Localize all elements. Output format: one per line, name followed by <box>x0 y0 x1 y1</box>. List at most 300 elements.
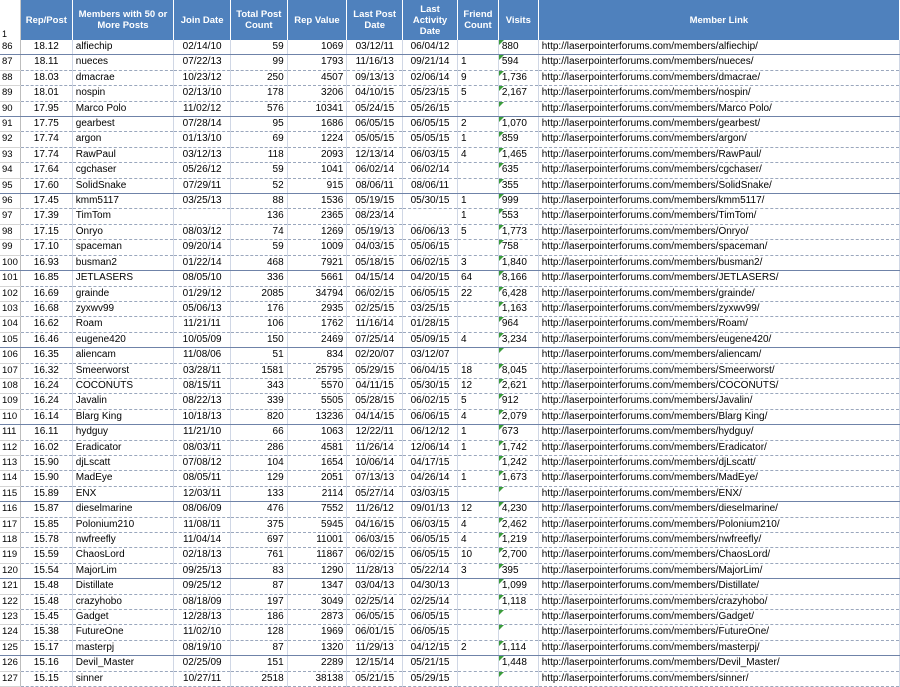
last-activity-date-cell[interactable]: 05/21/15 <box>403 656 458 671</box>
rep-post-cell[interactable]: 16.62 <box>20 317 72 332</box>
post-count-cell[interactable]: 1581 <box>231 363 288 378</box>
last-post-date-cell[interactable]: 11/16/13 <box>347 55 403 70</box>
friend-count-cell[interactable]: 4 <box>457 332 498 347</box>
member-name-cell[interactable]: Polonium210 <box>72 517 173 532</box>
row-number-cell[interactable]: 108 <box>0 378 20 393</box>
post-count-cell[interactable]: 136 <box>231 209 288 224</box>
col-header-member-link[interactable]: Member Link <box>538 0 899 40</box>
post-count-cell[interactable]: 197 <box>231 594 288 609</box>
last-activity-date-cell[interactable]: 06/03/15 <box>403 147 458 162</box>
last-post-date-cell[interactable]: 09/13/13 <box>347 70 403 85</box>
last-post-date-cell[interactable]: 05/24/15 <box>347 101 403 116</box>
last-post-date-cell[interactable]: 11/16/14 <box>347 317 403 332</box>
member-link-cell[interactable]: http://laserpointerforums.com/members/hydguy/ <box>538 425 899 440</box>
post-count-cell[interactable]: 2518 <box>231 671 288 686</box>
visits-cell[interactable]: 2,462 <box>498 517 538 532</box>
table-row[interactable] <box>0 255 900 270</box>
row-number-cell[interactable]: 89 <box>0 86 20 101</box>
table-row[interactable] <box>0 348 900 363</box>
rep-value-cell[interactable]: 1009 <box>287 240 347 255</box>
visits-cell[interactable]: 1,114 <box>498 640 538 655</box>
rep-post-cell[interactable]: 15.48 <box>20 579 72 594</box>
col-header-member[interactable]: Members with 50 or More Posts <box>72 0 173 40</box>
table-row[interactable] <box>0 640 900 655</box>
last-activity-date-cell[interactable]: 06/02/14 <box>403 163 458 178</box>
visits-cell[interactable]: 355 <box>498 178 538 193</box>
rep-value-cell[interactable]: 2365 <box>287 209 347 224</box>
rep-value-cell[interactable]: 1793 <box>287 55 347 70</box>
rep-post-cell[interactable]: 15.54 <box>20 563 72 578</box>
last-activity-date-cell[interactable]: 06/06/15 <box>403 409 458 424</box>
table-row[interactable] <box>0 332 900 347</box>
rep-post-cell[interactable]: 18.11 <box>20 55 72 70</box>
post-count-cell[interactable]: 375 <box>231 517 288 532</box>
table-row[interactable] <box>0 610 900 625</box>
visits-cell[interactable]: 4,230 <box>498 502 538 517</box>
row-number-cell[interactable]: 93 <box>0 147 20 162</box>
member-name-cell[interactable]: busman2 <box>72 255 173 270</box>
row-number-cell[interactable]: 102 <box>0 286 20 301</box>
member-link-cell[interactable]: http://laserpointerforums.com/members/SolidSnake/ <box>538 178 899 193</box>
last-post-date-cell[interactable]: 06/02/15 <box>347 286 403 301</box>
rep-post-cell[interactable]: 17.10 <box>20 240 72 255</box>
member-name-cell[interactable]: nwfreefly <box>72 533 173 548</box>
last-post-date-cell[interactable]: 04/11/15 <box>347 378 403 393</box>
last-activity-date-cell[interactable]: 05/22/14 <box>403 563 458 578</box>
last-post-date-cell[interactable]: 08/06/11 <box>347 178 403 193</box>
member-link-cell[interactable]: http://laserpointerforums.com/members/COCONUTS/ <box>538 378 899 393</box>
row-number-cell[interactable]: 100 <box>0 255 20 270</box>
table-row[interactable] <box>0 517 900 532</box>
last-activity-date-cell[interactable]: 05/30/15 <box>403 194 458 209</box>
rep-post-cell[interactable]: 16.35 <box>20 348 72 363</box>
col-header-last-post[interactable]: Last Post Date <box>347 0 403 40</box>
friend-count-cell[interactable] <box>457 486 498 501</box>
member-name-cell[interactable]: alfiechip <box>72 40 173 55</box>
member-link-cell[interactable]: http://laserpointerforums.com/members/nospin/ <box>538 86 899 101</box>
member-name-cell[interactable]: djLscatt <box>72 455 173 470</box>
col-header-visits[interactable]: Visits <box>498 0 538 40</box>
post-count-cell[interactable]: 250 <box>231 70 288 85</box>
member-link-cell[interactable]: http://laserpointerforums.com/members/sinner/ <box>538 671 899 686</box>
visits-cell[interactable]: 1,448 <box>498 656 538 671</box>
post-count-cell[interactable]: 150 <box>231 332 288 347</box>
rep-value-cell[interactable]: 2935 <box>287 301 347 316</box>
last-activity-date-cell[interactable] <box>403 209 458 224</box>
member-link-cell[interactable]: http://laserpointerforums.com/members/aliencam/ <box>538 348 899 363</box>
last-post-date-cell[interactable]: 11/26/12 <box>347 502 403 517</box>
join-date-cell[interactable]: 11/21/10 <box>174 425 231 440</box>
table-row[interactable] <box>0 425 900 440</box>
join-date-cell[interactable]: 07/29/11 <box>174 178 231 193</box>
visits-cell[interactable]: 880 <box>498 40 538 55</box>
table-row[interactable] <box>0 117 900 132</box>
member-name-cell[interactable]: dieselmarine <box>72 502 173 517</box>
row-number-cell[interactable]: 86 <box>0 40 20 55</box>
last-post-date-cell[interactable]: 06/05/15 <box>347 610 403 625</box>
member-name-cell[interactable]: nueces <box>72 55 173 70</box>
friend-count-cell[interactable] <box>457 348 498 363</box>
post-count-cell[interactable]: 99 <box>231 55 288 70</box>
join-date-cell[interactable]: 02/14/10 <box>174 40 231 55</box>
row-number-cell[interactable]: 97 <box>0 209 20 224</box>
table-row[interactable] <box>0 502 900 517</box>
col-header-post-count[interactable]: Total Post Count <box>231 0 288 40</box>
last-post-date-cell[interactable]: 05/28/15 <box>347 394 403 409</box>
last-post-date-cell[interactable]: 06/03/15 <box>347 533 403 548</box>
friend-count-cell[interactable] <box>457 101 498 116</box>
post-count-cell[interactable]: 74 <box>231 224 288 239</box>
last-activity-date-cell[interactable]: 03/25/15 <box>403 301 458 316</box>
rep-post-cell[interactable]: 16.85 <box>20 271 72 286</box>
post-count-cell[interactable]: 339 <box>231 394 288 409</box>
visits-cell[interactable]: 1,099 <box>498 579 538 594</box>
table-row[interactable] <box>0 147 900 162</box>
visits-cell[interactable]: 2,621 <box>498 378 538 393</box>
join-date-cell[interactable]: 11/02/10 <box>174 625 231 640</box>
friend-count-cell[interactable]: 10 <box>457 548 498 563</box>
table-row[interactable] <box>0 178 900 193</box>
friend-count-cell[interactable] <box>457 178 498 193</box>
last-activity-date-cell[interactable]: 02/06/14 <box>403 70 458 85</box>
member-link-cell[interactable]: http://laserpointerforums.com/members/argon/ <box>538 132 899 147</box>
row-number-cell[interactable]: 98 <box>0 224 20 239</box>
last-post-date-cell[interactable]: 05/29/15 <box>347 363 403 378</box>
post-count-cell[interactable]: 87 <box>231 640 288 655</box>
member-link-cell[interactable]: http://laserpointerforums.com/members/masterpj/ <box>538 640 899 655</box>
visits-cell[interactable] <box>498 101 538 116</box>
rep-value-cell[interactable]: 2873 <box>287 610 347 625</box>
rep-value-cell[interactable]: 3206 <box>287 86 347 101</box>
visits-cell[interactable] <box>498 348 538 363</box>
post-count-cell[interactable]: 476 <box>231 502 288 517</box>
post-count-cell[interactable]: 104 <box>231 455 288 470</box>
post-count-cell[interactable]: 133 <box>231 486 288 501</box>
row-number-cell[interactable]: 111 <box>0 425 20 440</box>
join-date-cell[interactable]: 08/19/10 <box>174 640 231 655</box>
friend-count-cell[interactable]: 2 <box>457 117 498 132</box>
visits-cell[interactable]: 964 <box>498 317 538 332</box>
member-link-cell[interactable]: http://laserpointerforums.com/members/ENX/ <box>538 486 899 501</box>
visits-cell[interactable]: 1,773 <box>498 224 538 239</box>
member-name-cell[interactable]: spaceman <box>72 240 173 255</box>
rep-post-cell[interactable]: 15.87 <box>20 502 72 517</box>
post-count-cell[interactable]: 118 <box>231 147 288 162</box>
rep-value-cell[interactable]: 1290 <box>287 563 347 578</box>
table-row[interactable] <box>0 625 900 640</box>
join-date-cell[interactable]: 02/13/10 <box>174 86 231 101</box>
visits-cell[interactable]: 3,234 <box>498 332 538 347</box>
member-link-cell[interactable]: http://laserpointerforums.com/members/MadEye/ <box>538 471 899 486</box>
join-date-cell[interactable]: 01/13/10 <box>174 132 231 147</box>
table-row[interactable] <box>0 378 900 393</box>
last-post-date-cell[interactable]: 05/19/13 <box>347 224 403 239</box>
table-row[interactable] <box>0 271 900 286</box>
friend-count-cell[interactable]: 4 <box>457 147 498 162</box>
friend-count-cell[interactable]: 1 <box>457 425 498 440</box>
rep-value-cell[interactable]: 34794 <box>287 286 347 301</box>
visits-cell[interactable]: 912 <box>498 394 538 409</box>
post-count-cell[interactable]: 151 <box>231 656 288 671</box>
rep-post-cell[interactable]: 16.69 <box>20 286 72 301</box>
post-count-cell[interactable]: 87 <box>231 579 288 594</box>
table-row[interactable] <box>0 70 900 85</box>
table-row[interactable] <box>0 40 900 55</box>
member-name-cell[interactable]: MadEye <box>72 471 173 486</box>
member-link-cell[interactable]: http://laserpointerforums.com/members/Eradicator/ <box>538 440 899 455</box>
last-activity-date-cell[interactable]: 05/26/15 <box>403 101 458 116</box>
visits-cell[interactable]: 6,428 <box>498 286 538 301</box>
friend-count-cell[interactable] <box>457 40 498 55</box>
join-date-cell[interactable]: 03/12/13 <box>174 147 231 162</box>
rep-value-cell[interactable]: 5945 <box>287 517 347 532</box>
table-row[interactable] <box>0 440 900 455</box>
visits-cell[interactable] <box>498 486 538 501</box>
member-name-cell[interactable]: Eradicator <box>72 440 173 455</box>
friend-count-cell[interactable] <box>457 671 498 686</box>
join-date-cell[interactable]: 01/22/14 <box>174 255 231 270</box>
row-number-cell[interactable]: 127 <box>0 671 20 686</box>
member-name-cell[interactable]: TimTom <box>72 209 173 224</box>
row-number-cell[interactable]: 107 <box>0 363 20 378</box>
last-activity-date-cell[interactable]: 06/02/15 <box>403 394 458 409</box>
last-activity-date-cell[interactable]: 03/12/07 <box>403 348 458 363</box>
friend-count-cell[interactable]: 1 <box>457 471 498 486</box>
last-activity-date-cell[interactable]: 01/28/15 <box>403 317 458 332</box>
rep-value-cell[interactable]: 2093 <box>287 147 347 162</box>
member-name-cell[interactable]: RawPaul <box>72 147 173 162</box>
table-row[interactable] <box>0 194 900 209</box>
member-link-cell[interactable]: http://laserpointerforums.com/members/cgchaser/ <box>538 163 899 178</box>
join-date-cell[interactable]: 05/06/13 <box>174 301 231 316</box>
table-row[interactable] <box>0 455 900 470</box>
visits-cell[interactable]: 395 <box>498 563 538 578</box>
last-activity-date-cell[interactable]: 04/20/15 <box>403 271 458 286</box>
member-name-cell[interactable]: Devil_Master <box>72 656 173 671</box>
friend-count-cell[interactable]: 2 <box>457 640 498 655</box>
rep-value-cell[interactable]: 1536 <box>287 194 347 209</box>
member-name-cell[interactable]: Distillate <box>72 579 173 594</box>
last-activity-date-cell[interactable]: 12/06/14 <box>403 440 458 455</box>
friend-count-cell[interactable]: 5 <box>457 394 498 409</box>
member-link-cell[interactable]: http://laserpointerforums.com/members/zyxwv99/ <box>538 301 899 316</box>
join-date-cell[interactable]: 12/03/11 <box>174 486 231 501</box>
last-post-date-cell[interactable]: 03/12/11 <box>347 40 403 55</box>
table-row[interactable] <box>0 286 900 301</box>
table-row[interactable] <box>0 301 900 316</box>
visits-cell[interactable]: 594 <box>498 55 538 70</box>
post-count-cell[interactable]: 66 <box>231 425 288 440</box>
rep-value-cell[interactable]: 5661 <box>287 271 347 286</box>
member-name-cell[interactable]: COCONUTS <box>72 378 173 393</box>
friend-count-cell[interactable]: 1 <box>457 55 498 70</box>
rep-value-cell[interactable]: 4507 <box>287 70 347 85</box>
row-number-cell[interactable]: 126 <box>0 656 20 671</box>
last-post-date-cell[interactable]: 12/13/14 <box>347 147 403 162</box>
member-name-cell[interactable]: Onryo <box>72 224 173 239</box>
last-activity-date-cell[interactable]: 06/06/13 <box>403 224 458 239</box>
member-name-cell[interactable]: nospin <box>72 86 173 101</box>
rep-value-cell[interactable]: 11867 <box>287 548 347 563</box>
rep-post-cell[interactable]: 16.14 <box>20 409 72 424</box>
friend-count-cell[interactable] <box>457 240 498 255</box>
last-post-date-cell[interactable]: 05/27/14 <box>347 486 403 501</box>
rep-value-cell[interactable]: 915 <box>287 178 347 193</box>
table-row[interactable] <box>0 563 900 578</box>
join-date-cell[interactable]: 02/18/13 <box>174 548 231 563</box>
last-activity-date-cell[interactable]: 06/12/12 <box>403 425 458 440</box>
friend-count-cell[interactable]: 9 <box>457 70 498 85</box>
join-date-cell[interactable]: 08/18/09 <box>174 594 231 609</box>
member-name-cell[interactable]: Marco Polo <box>72 101 173 116</box>
last-post-date-cell[interactable]: 04/03/15 <box>347 240 403 255</box>
row-number-header[interactable]: 1 <box>0 0 20 40</box>
post-count-cell[interactable]: 59 <box>231 163 288 178</box>
join-date-cell[interactable]: 03/25/13 <box>174 194 231 209</box>
rep-value-cell[interactable]: 7921 <box>287 255 347 270</box>
friend-count-cell[interactable] <box>457 455 498 470</box>
row-number-cell[interactable]: 122 <box>0 594 20 609</box>
row-number-cell[interactable]: 116 <box>0 502 20 517</box>
member-name-cell[interactable]: hydguy <box>72 425 173 440</box>
member-link-cell[interactable]: http://laserpointerforums.com/members/RawPaul/ <box>538 147 899 162</box>
post-count-cell[interactable]: 59 <box>231 40 288 55</box>
rep-post-cell[interactable]: 15.78 <box>20 533 72 548</box>
member-name-cell[interactable]: crazyhobo <box>72 594 173 609</box>
member-name-cell[interactable]: kmm5117 <box>72 194 173 209</box>
last-activity-date-cell[interactable]: 06/03/15 <box>403 517 458 532</box>
member-name-cell[interactable]: ENX <box>72 486 173 501</box>
last-post-date-cell[interactable]: 03/04/13 <box>347 579 403 594</box>
col-header-rep-post[interactable]: Rep/Post <box>20 0 72 40</box>
post-count-cell[interactable]: 52 <box>231 178 288 193</box>
post-count-cell[interactable]: 176 <box>231 301 288 316</box>
last-activity-date-cell[interactable]: 06/05/15 <box>403 548 458 563</box>
last-activity-date-cell[interactable]: 05/23/15 <box>403 86 458 101</box>
table-row[interactable] <box>0 86 900 101</box>
last-post-date-cell[interactable]: 12/22/11 <box>347 425 403 440</box>
rep-value-cell[interactable]: 4581 <box>287 440 347 455</box>
join-date-cell[interactable]: 05/26/12 <box>174 163 231 178</box>
member-name-cell[interactable]: Smeerworst <box>72 363 173 378</box>
join-date-cell[interactable]: 08/03/11 <box>174 440 231 455</box>
friend-count-cell[interactable]: 4 <box>457 409 498 424</box>
table-row[interactable] <box>0 132 900 147</box>
member-link-cell[interactable]: http://laserpointerforums.com/members/Gadget/ <box>538 610 899 625</box>
last-activity-date-cell[interactable]: 05/05/15 <box>403 132 458 147</box>
row-number-cell[interactable]: 91 <box>0 117 20 132</box>
rep-post-cell[interactable]: 15.48 <box>20 594 72 609</box>
friend-count-cell[interactable] <box>457 594 498 609</box>
member-link-cell[interactable]: http://laserpointerforums.com/members/nueces/ <box>538 55 899 70</box>
table-row[interactable] <box>0 409 900 424</box>
rep-value-cell[interactable]: 1041 <box>287 163 347 178</box>
member-link-cell[interactable]: http://laserpointerforums.com/members/Smeerworst/ <box>538 363 899 378</box>
last-activity-date-cell[interactable]: 06/05/15 <box>403 610 458 625</box>
row-number-cell[interactable]: 115 <box>0 486 20 501</box>
rep-value-cell[interactable]: 2051 <box>287 471 347 486</box>
table-row[interactable] <box>0 163 900 178</box>
last-activity-date-cell[interactable]: 06/02/15 <box>403 255 458 270</box>
member-name-cell[interactable]: Gadget <box>72 610 173 625</box>
post-count-cell[interactable]: 129 <box>231 471 288 486</box>
visits-cell[interactable]: 635 <box>498 163 538 178</box>
join-date-cell[interactable]: 10/23/12 <box>174 70 231 85</box>
row-number-cell[interactable]: 114 <box>0 471 20 486</box>
rep-value-cell[interactable]: 10341 <box>287 101 347 116</box>
rep-post-cell[interactable]: 15.15 <box>20 671 72 686</box>
member-link-cell[interactable]: http://laserpointerforums.com/members/Onryo/ <box>538 224 899 239</box>
friend-count-cell[interactable]: 5 <box>457 224 498 239</box>
last-post-date-cell[interactable]: 11/28/13 <box>347 563 403 578</box>
last-activity-date-cell[interactable]: 04/26/14 <box>403 471 458 486</box>
member-name-cell[interactable]: Blarg King <box>72 409 173 424</box>
join-date-cell[interactable]: 11/21/11 <box>174 317 231 332</box>
member-link-cell[interactable]: http://laserpointerforums.com/members/Devil_Master/ <box>538 656 899 671</box>
friend-count-cell[interactable]: 64 <box>457 271 498 286</box>
last-activity-date-cell[interactable]: 04/17/15 <box>403 455 458 470</box>
last-activity-date-cell[interactable]: 06/05/15 <box>403 533 458 548</box>
last-post-date-cell[interactable]: 05/21/15 <box>347 671 403 686</box>
row-number-cell[interactable]: 90 <box>0 101 20 116</box>
post-count-cell[interactable]: 576 <box>231 101 288 116</box>
rep-value-cell[interactable]: 5570 <box>287 378 347 393</box>
member-name-cell[interactable]: masterpj <box>72 640 173 655</box>
row-number-cell[interactable]: 95 <box>0 178 20 193</box>
member-name-cell[interactable]: JETLASERS <box>72 271 173 286</box>
member-name-cell[interactable]: grainde <box>72 286 173 301</box>
member-name-cell[interactable]: dmacrae <box>72 70 173 85</box>
last-activity-date-cell[interactable]: 03/03/15 <box>403 486 458 501</box>
rep-post-cell[interactable]: 17.60 <box>20 178 72 193</box>
rep-value-cell[interactable]: 25795 <box>287 363 347 378</box>
visits-cell[interactable]: 1,219 <box>498 533 538 548</box>
friend-count-cell[interactable]: 1 <box>457 132 498 147</box>
join-date-cell[interactable]: 01/29/12 <box>174 286 231 301</box>
member-name-cell[interactable]: gearbest <box>72 117 173 132</box>
rep-value-cell[interactable]: 38138 <box>287 671 347 686</box>
rep-post-cell[interactable]: 15.90 <box>20 471 72 486</box>
join-date-cell[interactable]: 09/25/12 <box>174 579 231 594</box>
rep-value-cell[interactable]: 11001 <box>287 533 347 548</box>
last-post-date-cell[interactable]: 08/23/14 <box>347 209 403 224</box>
visits-cell[interactable] <box>498 625 538 640</box>
join-date-cell[interactable]: 09/25/13 <box>174 563 231 578</box>
visits-cell[interactable]: 553 <box>498 209 538 224</box>
join-date-cell[interactable]: 10/27/11 <box>174 671 231 686</box>
rep-post-cell[interactable]: 17.64 <box>20 163 72 178</box>
last-activity-date-cell[interactable]: 09/21/14 <box>403 55 458 70</box>
visits-cell[interactable] <box>498 610 538 625</box>
last-activity-date-cell[interactable]: 02/25/14 <box>403 594 458 609</box>
visits-cell[interactable]: 758 <box>498 240 538 255</box>
post-count-cell[interactable]: 83 <box>231 563 288 578</box>
last-post-date-cell[interactable]: 04/14/15 <box>347 409 403 424</box>
row-number-cell[interactable]: 87 <box>0 55 20 70</box>
member-link-cell[interactable]: http://laserpointerforums.com/members/Marco Polo/ <box>538 101 899 116</box>
member-link-cell[interactable]: http://laserpointerforums.com/members/nwfreefly/ <box>538 533 899 548</box>
last-activity-date-cell[interactable]: 06/04/15 <box>403 363 458 378</box>
join-date-cell[interactable]: 10/18/13 <box>174 409 231 424</box>
table-row[interactable] <box>0 656 900 671</box>
rep-post-cell[interactable]: 15.16 <box>20 656 72 671</box>
visits-cell[interactable]: 8,166 <box>498 271 538 286</box>
member-name-cell[interactable]: SolidSnake <box>72 178 173 193</box>
rep-post-cell[interactable]: 16.93 <box>20 255 72 270</box>
rep-post-cell[interactable]: 16.11 <box>20 425 72 440</box>
last-post-date-cell[interactable]: 05/18/15 <box>347 255 403 270</box>
last-activity-date-cell[interactable]: 05/06/15 <box>403 240 458 255</box>
